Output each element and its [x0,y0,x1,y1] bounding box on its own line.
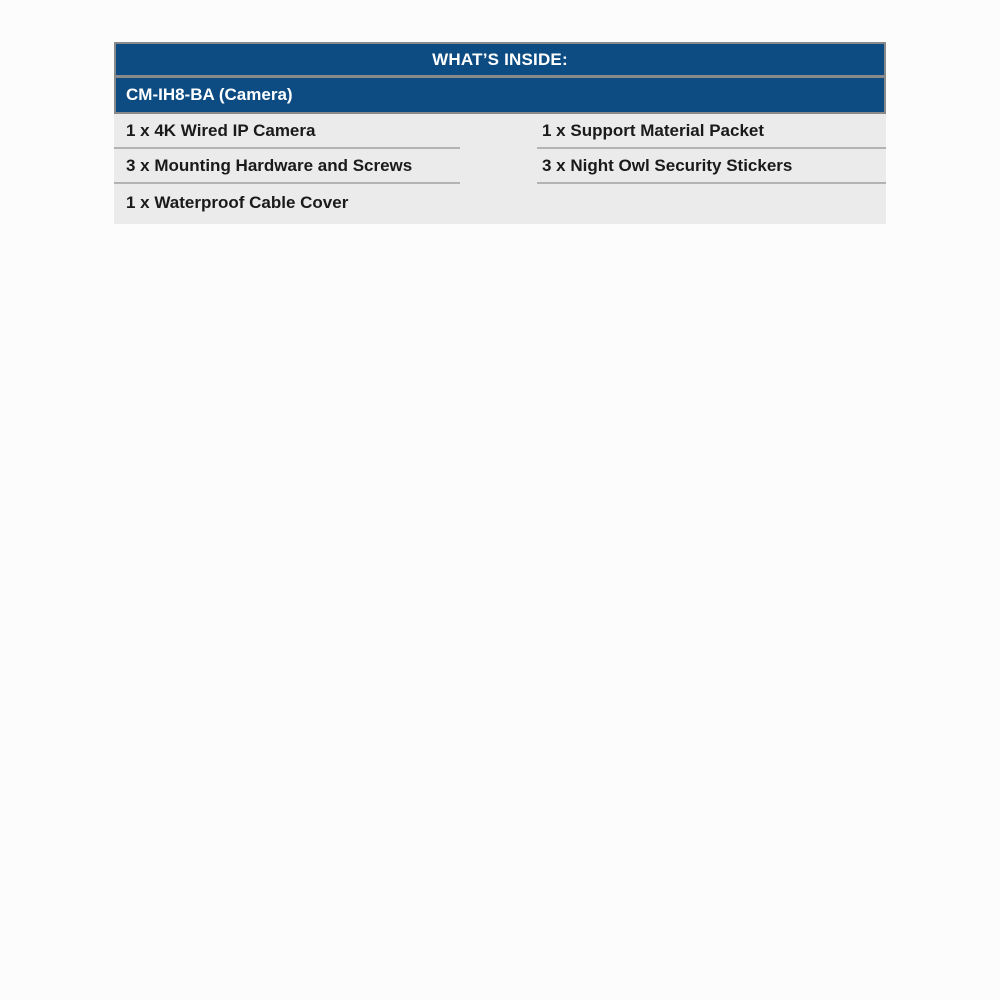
list-item: 3 x Mounting Hardware and Screws [114,149,460,184]
contents-list [114,114,886,224]
contents-column-right [537,114,886,184]
whats-inside-panel [114,42,886,224]
contents-column-left [114,114,460,224]
list-item: 1 x Waterproof Cable Cover [126,193,349,212]
list-item: 1 x Support Material Packet [537,114,886,149]
list-item: 3 x Night Owl Security Stickers [537,149,886,184]
model-heading: CM-IH8-BA (Camera) [114,76,886,114]
list-item: 1 x 4K Wired IP Camera [114,114,460,149]
panel-title: WHAT’S INSIDE: [114,42,886,76]
